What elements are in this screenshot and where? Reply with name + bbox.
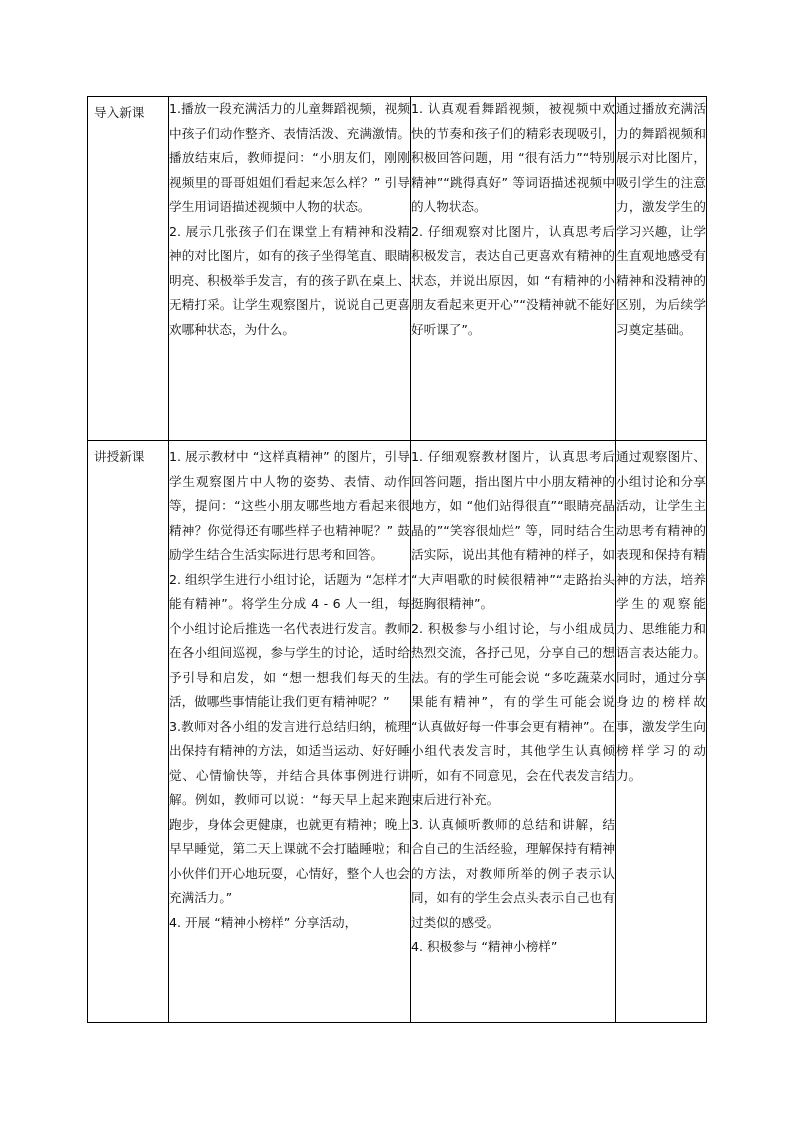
student-paragraph: 2. 仔细观察对比图片，认真思考后积极发言，表达自己更喜欢有精神的状态，并说出原因，如 “有精神的小朋友看起来更开心”“没精神就不能好好听课了”。 xyxy=(411,223,615,337)
design-intent-text: 通过观察图片、小组讨论和分享活动，让学生主动思考有精神的表现和保持有精神的方法，培养学生的观察能力、思维能力和语言表达能力。同时，通过分享身边的榜样故事，激发学生向榜样学习的动力。 xyxy=(616,449,706,783)
student-paragraph: 4. 积极参与 “精神小榜样” xyxy=(411,939,558,954)
student-paragraph: 3. 认真倾听教师的总结和讲解，结合自己的生活经验，理解保持有精神的方法，对教师所举的例子表示认同，如有的学生会点头表示自己也有过类似的感受。 xyxy=(411,816,615,930)
design-intent-text: 通过播放充满活力的舞蹈视频和展示对比图片，吸引学生的注意力，激发学生的学习兴趣，让学生直观地感受有精神和没精神的区别，为后续学习奠定基础。 xyxy=(616,101,706,337)
teacher-paragraph: 2. 组织学生进行小组讨论，话题为 “怎样才能有精神”。将学生分成 4 - 6 人一组，每个小组讨论后推选一名代表进行发言。教师在各小组间巡视，参与学生的讨论，适时给予引导和启发，如 “想一想我们每天的生活，做哪些事情能让我们更有精神呢？” xyxy=(169,571,410,709)
stage-cell xyxy=(88,441,169,1023)
student-paragraph: 2. 积极参与小组讨论，与小组成员热烈交流，各抒己见，分享自己的想法。有的学生可能会说 “多吃蔬菜水果能有精神”，有的学生可能会说 “认真做好每一件事会更有精神”。在小组代表发言时，其他学生认真倾听，如有不同意见，会在代表发言结束后进行补充。 xyxy=(411,620,615,807)
teacher-activity-cell xyxy=(169,97,411,441)
lesson-plan-table xyxy=(87,96,707,1023)
teacher-paragraph: 4. 开展 “精神小榜样” 分享活动， xyxy=(169,914,358,930)
stage-label: 导入新课 xyxy=(94,105,145,120)
student-paragraph: 1. 认真观看舞蹈视频，被视频中欢快的节奏和孩子们的精彩表现吸引，积极回答问题，用 “很有活力”“特别精神”“跳得真好” 等词语描述视频中的人物状态。 xyxy=(411,101,615,214)
teacher-activity-cell xyxy=(169,441,411,1023)
teacher-paragraph: 1. 展示教材中 “这样真精神” 的图片，引导学生观察图片中人物的姿势、表情、动作等，提问：“这些小朋友哪些地方看起来很精神？你觉得还有哪些样子也精神呢？” 鼓励学生结合生活实际进行思考和回答。 xyxy=(169,449,410,562)
design-intent-cell xyxy=(616,97,707,441)
student-activity-cell xyxy=(411,441,616,1023)
design-intent-cell xyxy=(616,441,707,1023)
stage-label: 讲授新课 xyxy=(94,449,145,464)
table-row xyxy=(88,441,707,1023)
student-activity-cell xyxy=(411,97,616,441)
teacher-paragraph: 1.播放一段充满活力的儿童舞蹈视频，视频中孩子们动作整齐、表情活泼、充满激情。播放结束后，教师提问：“小朋友们，刚刚视频里的哥哥姐姐们看起来怎么样？” 引导学生用词语描述视频中人物的状态。 xyxy=(169,101,410,214)
student-paragraph: 1. 仔细观察教材图片，认真思考后回答问题，指出图片中小朋友精神的地方，如 “他们站得很直”“眼睛亮晶晶的”“笑容很灿烂” 等，同时结合生活实际，说出其他有精神的样子，如 “大声唱歌的时候很精神”“走路抬头挺胸很精神”。 xyxy=(411,449,615,611)
teacher-paragraph: 2. 展示几张孩子们在课堂上有精神和没精神的对比图片，如有的孩子坐得笔直、眼睛明亮、积极举手发言，有的孩子趴在桌上、无精打采。让学生观察图片，说说自己更喜欢哪种状态，为什么。 xyxy=(169,223,410,337)
stage-cell xyxy=(88,97,169,441)
table-row xyxy=(88,97,707,441)
teacher-paragraph: 3.教师对各小组的发言进行总结归纳，梳理出保持有精神的方法，如适当运动、好好睡觉、心情愉快等，并结合具体事例进行讲解。例如，教师可以说：“每天早上起来跑跑步，身体会更健康，也就更有精神；晚上早早睡觉，第二天上课就不会打瞌睡啦；和小伙伴们开心地玩耍，心情好，整个人也会充满活力。” xyxy=(169,718,410,905)
